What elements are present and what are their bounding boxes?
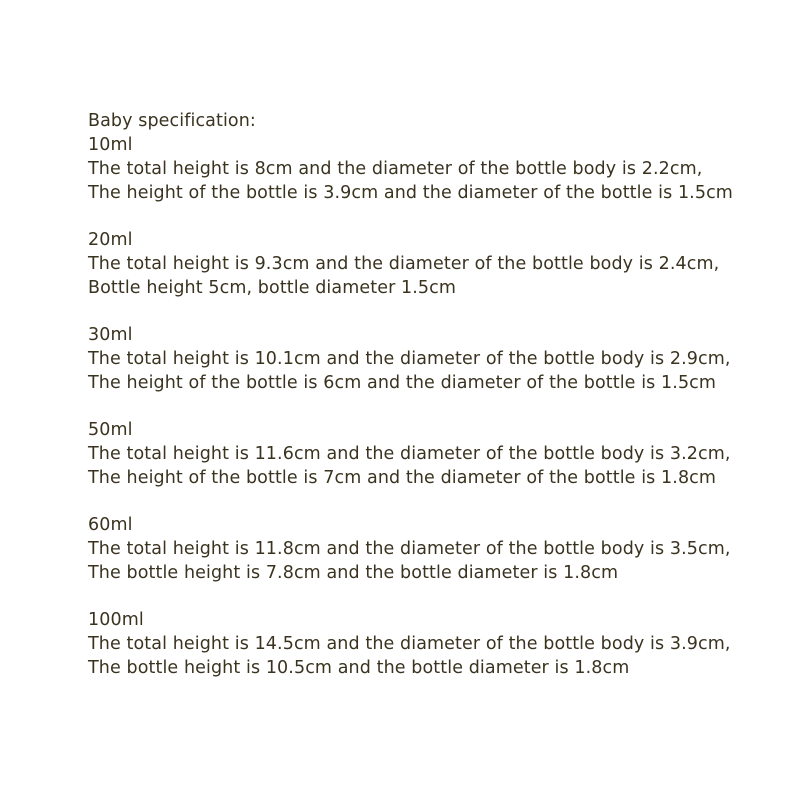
- spec-capacity: 100ml: [88, 610, 144, 630]
- spec-item-60ml: [88, 513, 788, 585]
- spec-total-dimensions: The total height is 10.1cm and the diameter of the bottle body is 2.9cm,: [88, 349, 731, 369]
- spec-capacity: 20ml: [88, 230, 133, 250]
- spec-capacity: 50ml: [88, 420, 133, 440]
- spec-item-30ml: [88, 323, 788, 395]
- spec-bottle-dimensions: The height of the bottle is 3.9cm and the diameter of the bottle is 1.5cm: [88, 183, 733, 203]
- spec-item-20ml: [88, 228, 788, 300]
- spec-total-dimensions: The total height is 11.8cm and the diameter of the bottle body is 3.5cm,: [88, 539, 731, 559]
- spec-item-50ml: [88, 418, 788, 490]
- spec-total-dimensions: The total height is 9.3cm and the diameter of the bottle body is 2.4cm,: [88, 254, 720, 274]
- spec-bottle-dimensions: The bottle height is 7.8cm and the bottle diameter is 1.8cm: [88, 563, 619, 583]
- spec-bottle-dimensions: The height of the bottle is 7cm and the diameter of the bottle is 1.8cm: [88, 468, 717, 488]
- spec-bottle-dimensions: Bottle height 5cm, bottle diameter 1.5cm: [88, 278, 457, 298]
- spec-total-dimensions: The total height is 14.5cm and the diameter of the bottle body is 3.9cm,: [88, 634, 731, 654]
- spec-capacity: 60ml: [88, 515, 133, 535]
- spec-document: [88, 109, 788, 680]
- spec-bottle-dimensions: The height of the bottle is 6cm and the diameter of the bottle is 1.5cm: [88, 373, 717, 393]
- spec-item-10ml: [88, 133, 788, 205]
- spec-total-dimensions: The total height is 8cm and the diameter of the bottle body is 2.2cm,: [88, 159, 703, 179]
- spec-capacity: 10ml: [88, 135, 133, 155]
- spec-list: [88, 133, 788, 680]
- spec-bottle-dimensions: The bottle height is 10.5cm and the bottle diameter is 1.8cm: [88, 658, 630, 678]
- spec-total-dimensions: The total height is 11.6cm and the diameter of the bottle body is 3.2cm,: [88, 444, 731, 464]
- spec-title: Baby specification:: [88, 111, 256, 131]
- spec-item-100ml: [88, 608, 788, 680]
- spec-capacity: 30ml: [88, 325, 133, 345]
